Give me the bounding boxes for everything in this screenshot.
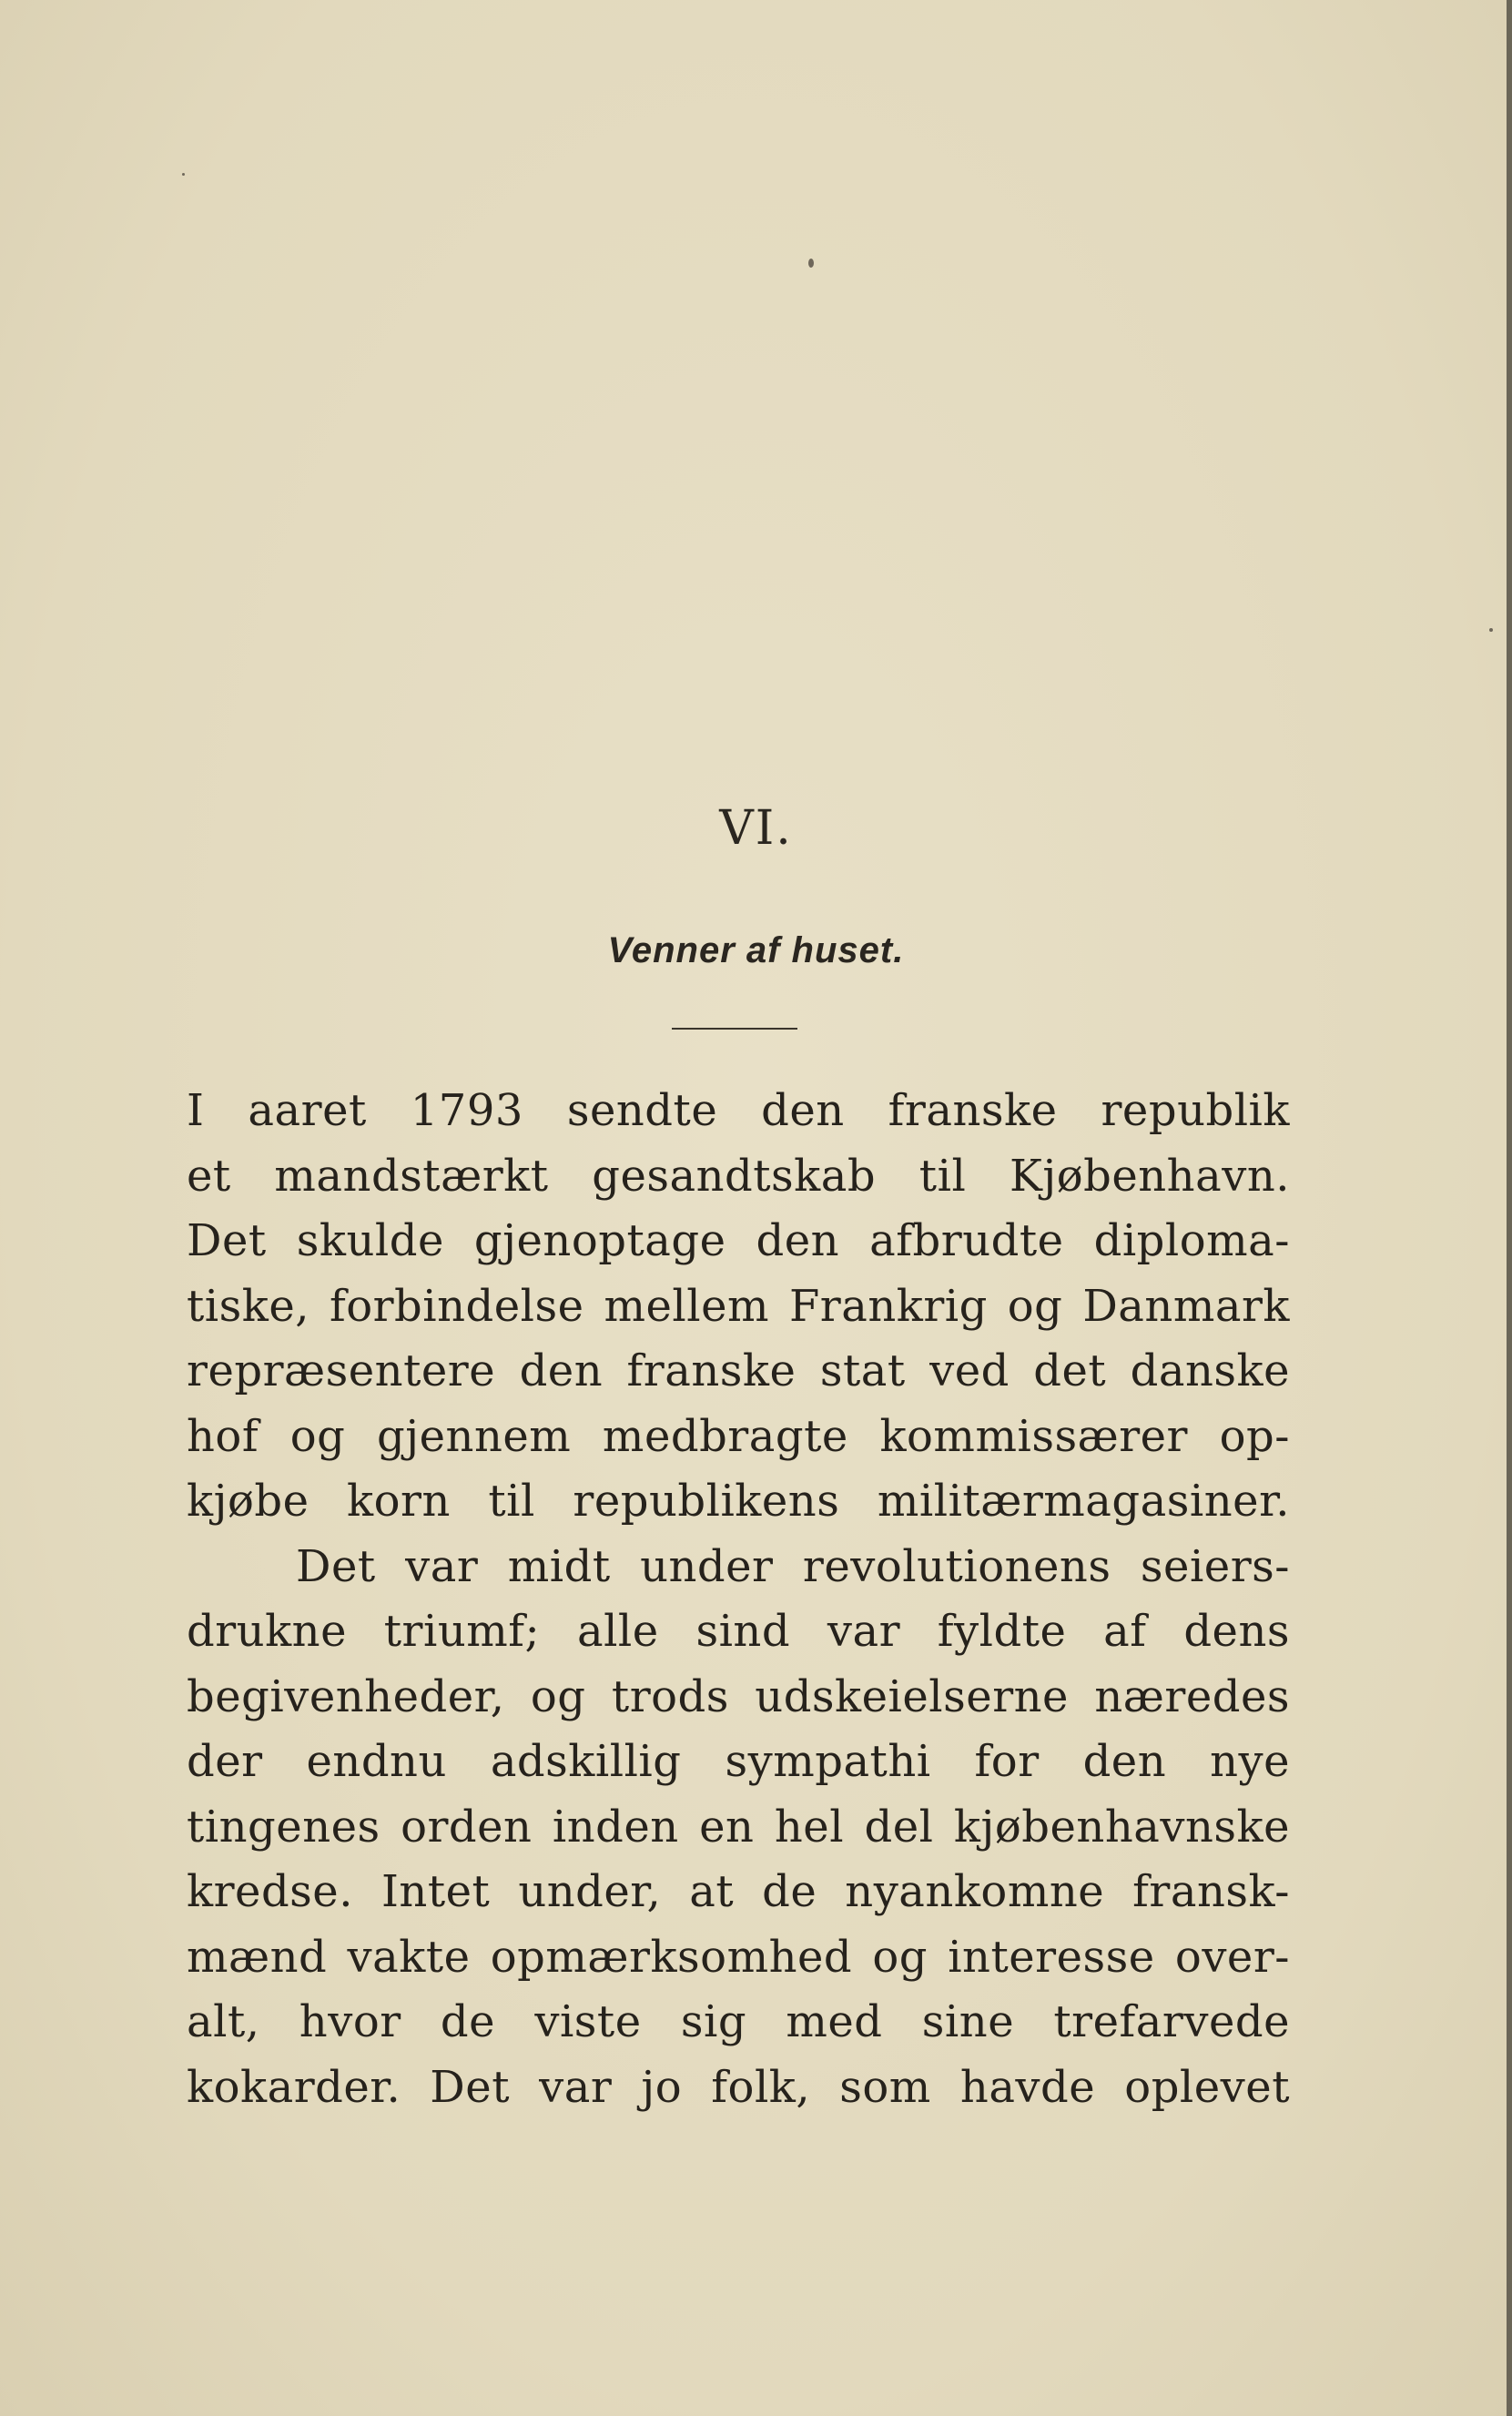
text-line: kredse. Intet under, at de nyankomne fransk- xyxy=(187,1866,1290,1917)
page-edge xyxy=(1507,0,1512,2416)
text-line: I aaret 1793 sendte den franske republik xyxy=(187,1085,1290,1136)
text-line: kjøbe korn til republikens militærmagasiner. xyxy=(187,1476,1290,1527)
chapter-title: Venner af huset. xyxy=(607,930,905,970)
paper-speck xyxy=(808,259,814,268)
text-line: tiske, forbindelse mellem Frankrig og Danmark xyxy=(187,1280,1290,1332)
chapter-number: VI. xyxy=(719,801,793,856)
text-line: begivenheder, og trods udskeielserne næredes xyxy=(187,1670,1290,1722)
text-line: alt, hvor de viste sig med sine trefarvede xyxy=(187,1996,1290,2047)
text-line: drukne triumf; alle sind var fyldte af dens xyxy=(187,1606,1290,1657)
text-line: tingenes orden inden en hel del kjøbenhavnske xyxy=(187,1801,1290,1853)
text-line: Det skulde gjenoptage den afbrudte diploma- xyxy=(187,1215,1290,1266)
text-line: repræsentere den franske stat ved det danske xyxy=(187,1345,1290,1396)
body-text xyxy=(187,1079,1290,2120)
text-line: kokarder. Det var jo folk, som havde oplevet xyxy=(187,2061,1290,2113)
paper-speck xyxy=(182,173,185,176)
paper-speck xyxy=(1489,628,1493,632)
text-line: der endnu adskillig sympathi for den nye xyxy=(187,1736,1290,1787)
title-divider xyxy=(672,1028,797,1030)
text-line: mænd vakte opmærksomhed og interesse over- xyxy=(187,1931,1290,1983)
text-line: Det var midt under revolutionens seiers- xyxy=(296,1540,1290,1592)
text-line: et mandstærkt gesandtskab til Kjøbenhavn. xyxy=(187,1150,1290,1202)
text-line: hof og gjennem medbragte kommissærer op- xyxy=(187,1410,1290,1462)
